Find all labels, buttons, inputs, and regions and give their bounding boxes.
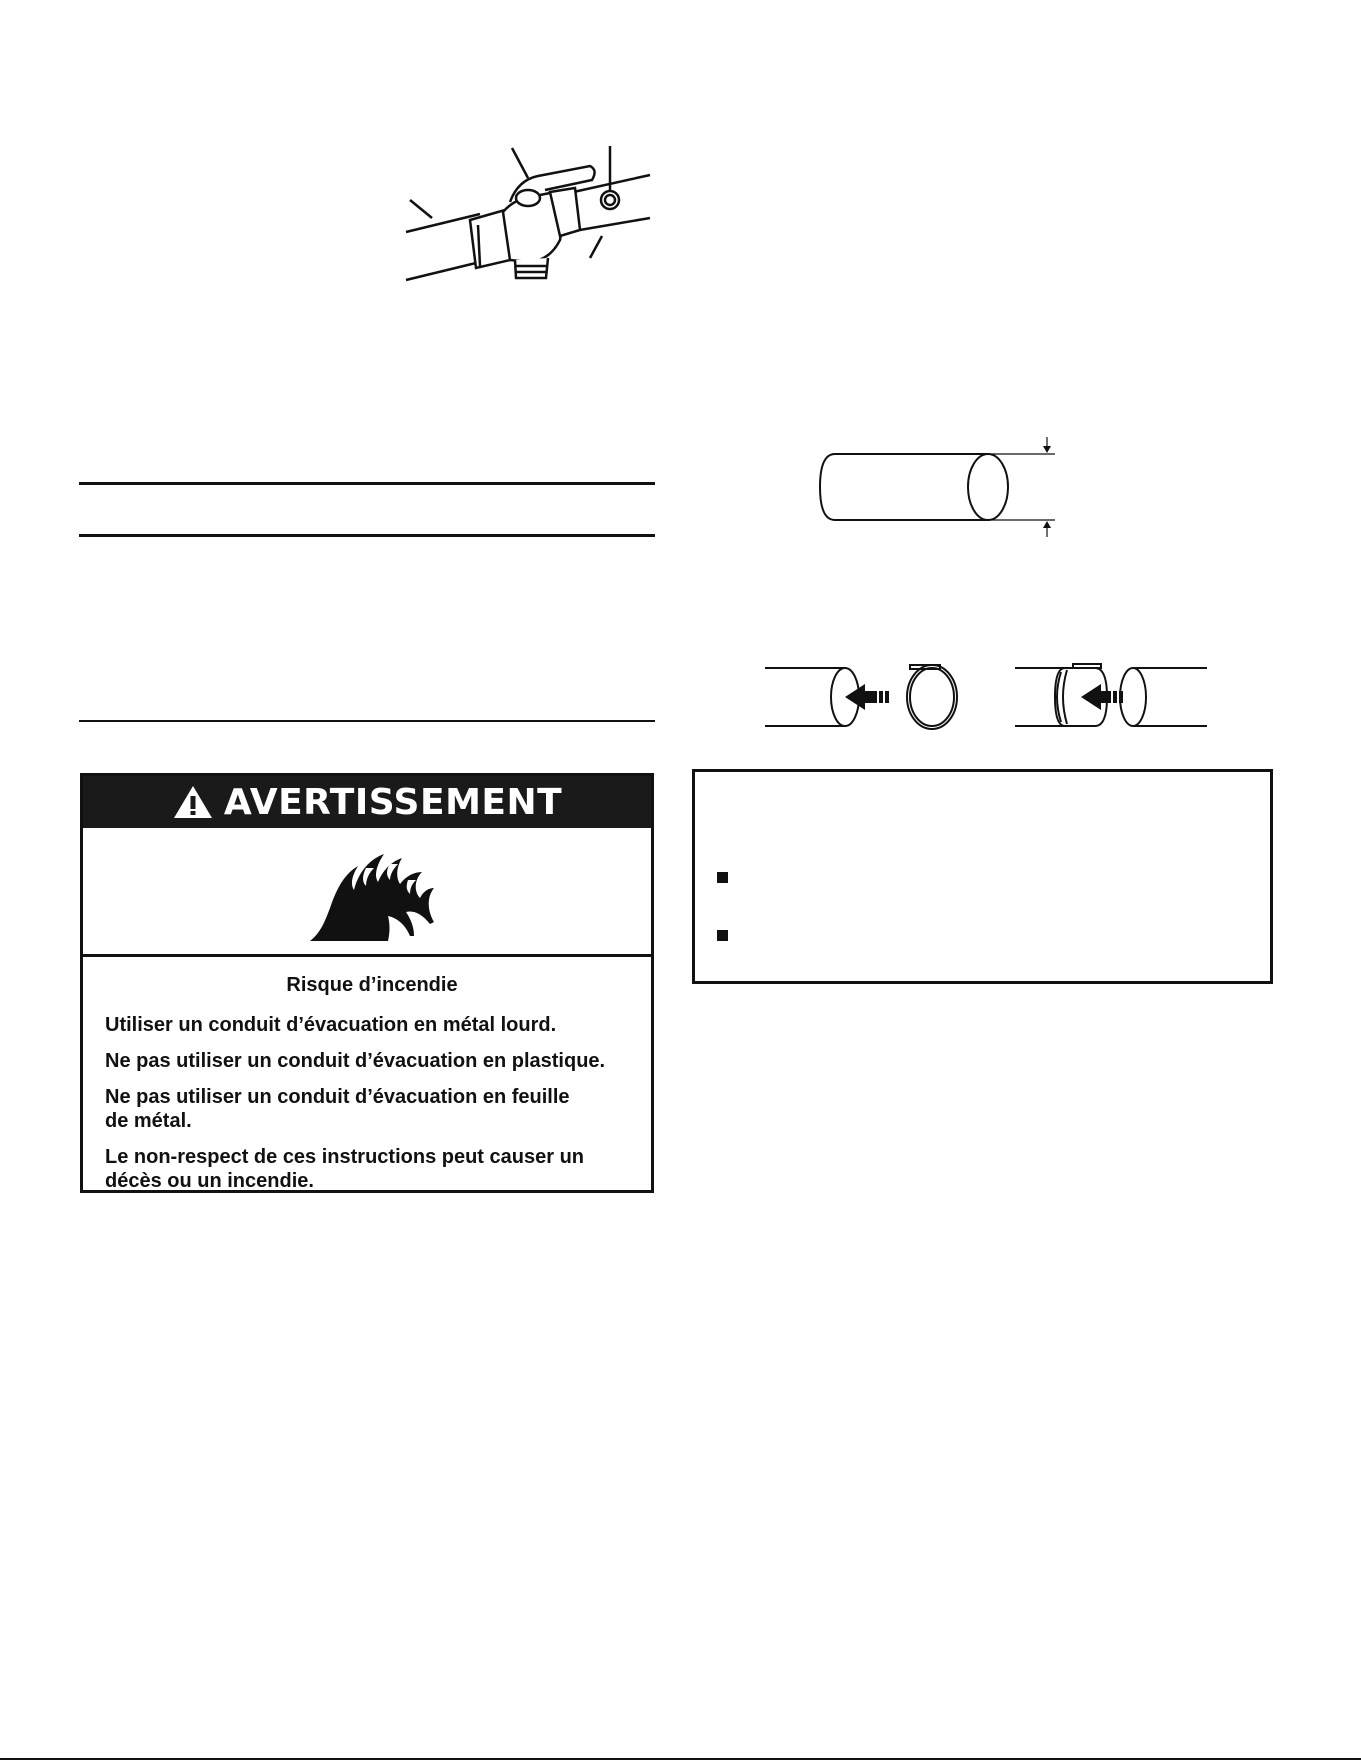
warning-line: Utiliser un conduit d’évacuation en métal lourd.: [105, 1014, 557, 1036]
duct-diameter-illustration: [815, 432, 1075, 542]
warning-heading: Risque d’incendie: [286, 974, 458, 996]
warning-header: [83, 776, 651, 828]
warning-line: Le non-respect de ces instructions peut causer un décès ou un incendie.: [105, 1146, 585, 1192]
notice-box: [692, 769, 1273, 984]
section-rule: [79, 534, 655, 537]
section-rule: [79, 482, 655, 485]
warning-title: AVERTISSEMENT: [223, 781, 563, 823]
section-rule: [79, 720, 655, 722]
alert-triangle-icon: [172, 784, 214, 820]
duct-clamp-illustration-left: [765, 660, 965, 740]
warning-box: [80, 773, 654, 1193]
bullet-square-icon: [717, 872, 728, 883]
bullet-square-icon: [717, 930, 728, 941]
fire-icon: [310, 838, 435, 943]
page-bottom-rule: [0, 1758, 1361, 1760]
warning-line: Ne pas utiliser un conduit d’évacuation en feuille de métal.: [105, 1086, 570, 1132]
warning-icon-band: [83, 828, 651, 957]
warning-text: [105, 974, 639, 1205]
warning-line: Ne pas utiliser un conduit d’évacuation en plastique.: [105, 1050, 606, 1072]
duct-clamp-illustration-right: [1015, 660, 1215, 740]
gas-valve-illustration: [370, 140, 660, 300]
